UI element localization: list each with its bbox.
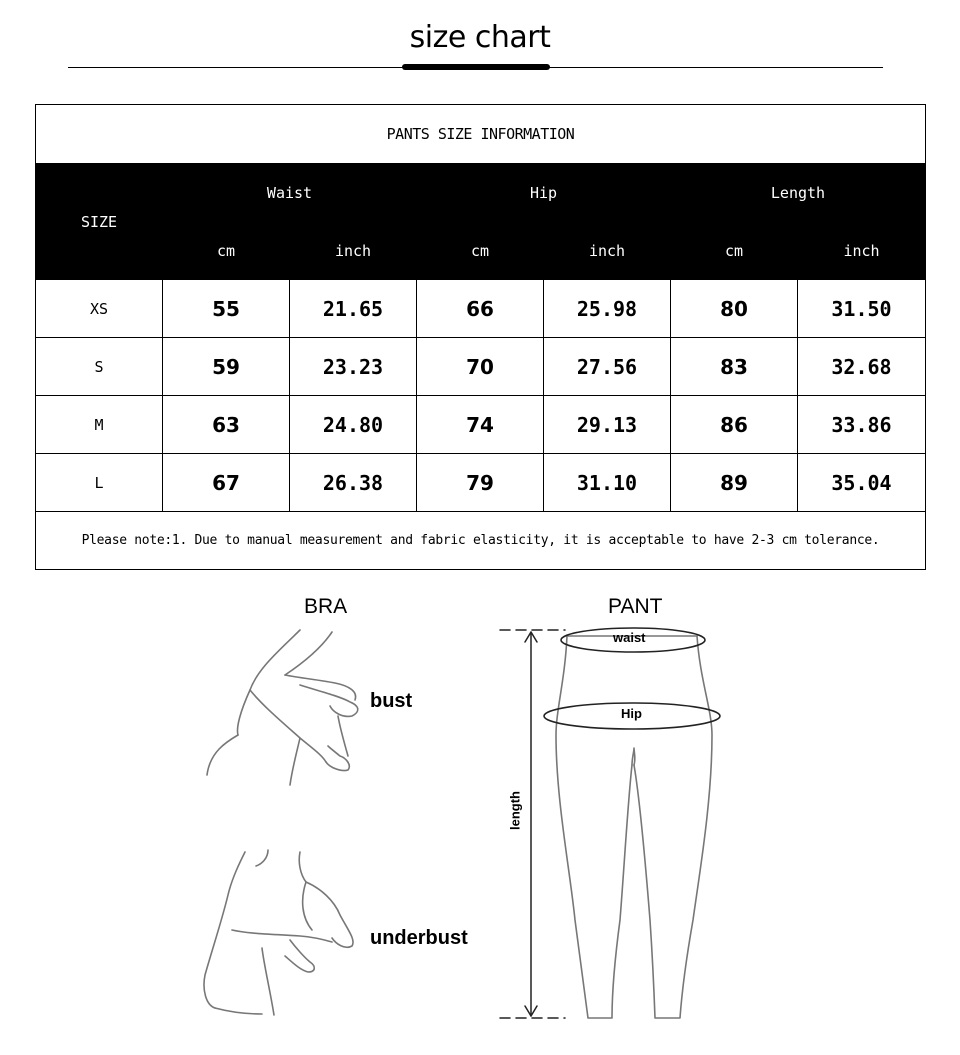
waist-label: waist <box>613 630 646 645</box>
hip-label: Hip <box>621 706 642 721</box>
unit-header: inch <box>544 222 671 280</box>
value-cell: 31.50 <box>798 280 926 338</box>
size-cell: L <box>36 454 163 512</box>
length-header: Length <box>671 164 926 222</box>
value-cell: 86 <box>671 396 798 454</box>
value-cell: 74 <box>417 396 544 454</box>
value-cell: 83 <box>671 338 798 396</box>
tolerance-note: Please note:1. Due to manual measurement and fabric elasticity, it is acceptable to have 2-3 cm tolerance. <box>36 512 926 570</box>
leggings-illustration <box>556 636 712 1018</box>
value-cell: 24.80 <box>290 396 417 454</box>
value-cell: 89 <box>671 454 798 512</box>
value-cell: 63 <box>163 396 290 454</box>
value-cell: 26.38 <box>290 454 417 512</box>
bra-diagram-title: BRA <box>304 595 348 618</box>
value-cell: 23.23 <box>290 338 417 396</box>
page-title: size chart <box>409 20 551 55</box>
hip-header: Hip <box>417 164 671 222</box>
value-cell: 32.68 <box>798 338 926 396</box>
size-cell: M <box>36 396 163 454</box>
unit-header: inch <box>290 222 417 280</box>
value-cell: 31.10 <box>544 454 671 512</box>
value-cell: 33.86 <box>798 396 926 454</box>
bust-label: bust <box>370 690 413 712</box>
table-title: PANTS SIZE INFORMATION <box>36 105 926 164</box>
value-cell: 55 <box>163 280 290 338</box>
value-cell: 79 <box>417 454 544 512</box>
value-cell: 21.65 <box>290 280 417 338</box>
value-cell: 35.04 <box>798 454 926 512</box>
unit-header: cm <box>417 222 544 280</box>
value-cell: 29.13 <box>544 396 671 454</box>
value-cell: 70 <box>417 338 544 396</box>
size-column-header: SIZE <box>36 164 163 280</box>
unit-header: cm <box>671 222 798 280</box>
value-cell: 67 <box>163 454 290 512</box>
value-cell: 27.56 <box>544 338 671 396</box>
length-label: length <box>507 791 523 830</box>
size-cell: S <box>36 338 163 396</box>
value-cell: 66 <box>417 280 544 338</box>
value-cell: 80 <box>671 280 798 338</box>
value-cell: 25.98 <box>544 280 671 338</box>
underbust-figure-illustration <box>204 850 353 1015</box>
waist-header: Waist <box>163 164 417 222</box>
pant-diagram-title: PANT <box>608 595 663 618</box>
bust-figure-illustration <box>207 630 358 785</box>
underbust-label: underbust <box>370 927 468 949</box>
unit-header: cm <box>163 222 290 280</box>
value-cell: 59 <box>163 338 290 396</box>
unit-header: inch <box>798 222 926 280</box>
size-cell: XS <box>36 280 163 338</box>
